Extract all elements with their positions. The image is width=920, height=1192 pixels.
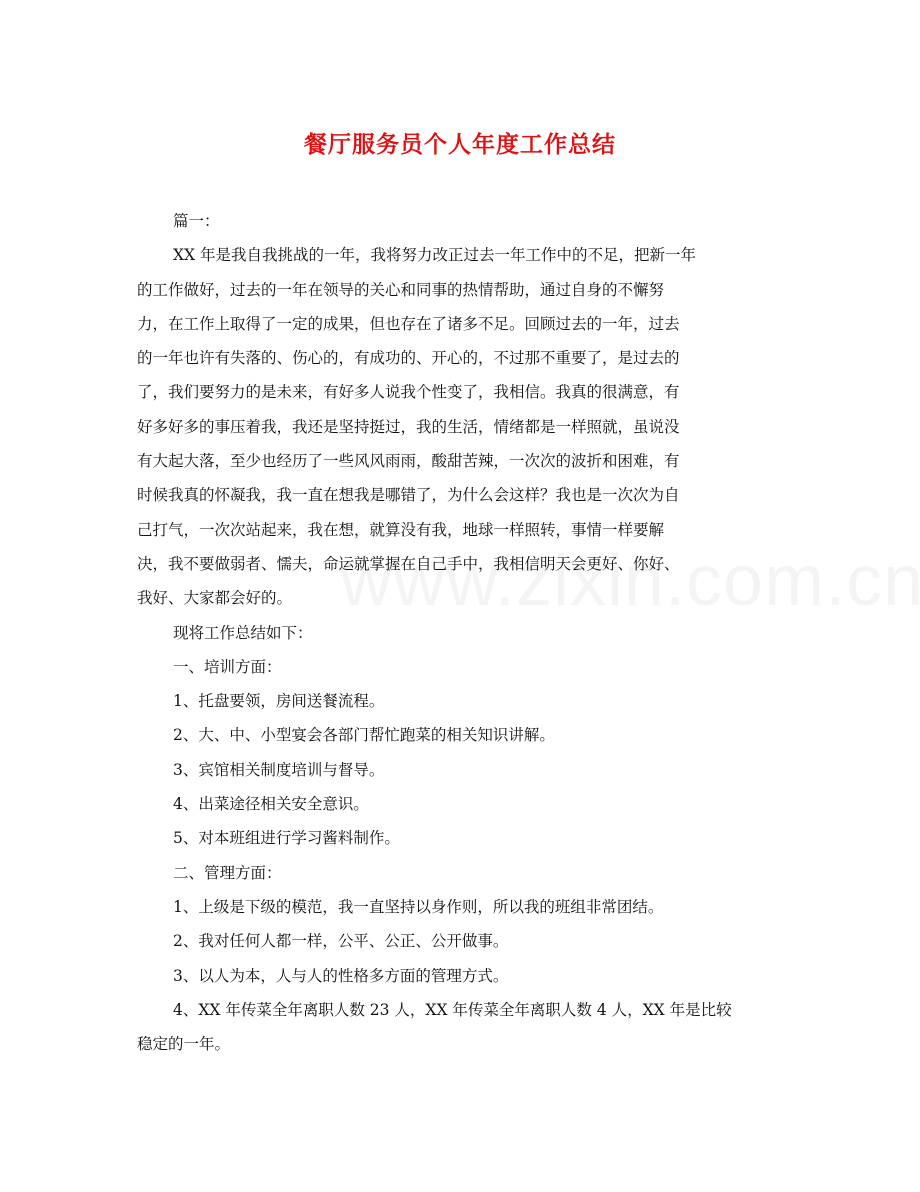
paragraph-line: 决，我不要做弱者、懦夫，命运就掌握在自己手中，我相信明天会更好、你好、 [137,554,680,573]
paragraph-line: 1、上级是下级的模范，我一直坚持以身作则，所以我的班组非常团结。 [173,897,664,916]
paragraph-line: 篇一： [173,212,220,230]
paragraph-line: 时候我真的怀凝我，我一直在想我是哪错了，为什么会这样？我也是一次次为自 [137,486,680,505]
paragraph-line: 了，我们要努力的是未来，有好多人说我个性变了，我相信。我真的很满意，有 [137,383,680,402]
paragraph-line: 己打气，一次次站起来，我在想，就算没有我，地球一样照转，事情一样要解 [137,520,665,539]
paragraph-line: 1、托盘要领，房间送餐流程。 [173,692,385,711]
paragraph-line: 5、对本班组进行学习酱料制作。 [173,829,400,848]
document-title: 餐厅服务员个人年度工作总结 [304,131,616,158]
paragraph-line: 2、我对任何人都一样，公平、公正、公开做事。 [173,932,509,951]
paragraph-line: 现将工作总结如下： [173,623,313,642]
paragraph-line: 的一年也许有失落的、伤心的，有成功的、开心的，不过那不重要了，是过去的 [137,349,680,368]
paragraph-line: 3、以人为本，人与人的性格多方面的管理方式。 [173,966,509,985]
paragraph-line: 3、宾馆相关制度培训与督导。 [173,760,385,779]
paragraph-line: XX 年是我自我挑战的一年，我将努力改正过去一年工作中的不足，把新一年 [173,246,696,265]
paragraph-line: 2、大、中、小型宴会各部门帮忙跑菜的相关知识讲解。 [173,726,555,745]
paragraph-line: 我好、大家都会好的。 [137,589,293,608]
paragraph-line: 4、出菜途径相关安全意识。 [173,795,369,814]
document-body [137,204,787,1061]
paragraph-line: 稳定的一年。 [137,1035,231,1054]
paragraph-line: 一、培训方面： [173,657,282,676]
paragraph-line: 4、XX 年传菜全年离职人数 23 人，XX 年传菜全年离职人数 4 人，XX 年是比较 [173,1000,732,1019]
paragraph-line: 二、管理方面： [173,863,282,882]
paragraph-line: 力，在工作上取得了一定的成果，但也存在了诸多不足。回顾过去的一年，过去 [137,314,680,333]
paragraph-line: 好多好多的事压着我，我还是坚持挺过，我的生活，情绪都是一样照就，虽说没 [137,417,680,436]
paragraph-line: 有大起大落，至少也经历了一些风风雨雨，酸甜苦辣，一次次的波折和困难，有 [137,452,680,471]
paragraph-line: 的工作做好，过去的一年在领导的关心和同事的热情帮助，通过自身的不懈努 [137,280,665,299]
